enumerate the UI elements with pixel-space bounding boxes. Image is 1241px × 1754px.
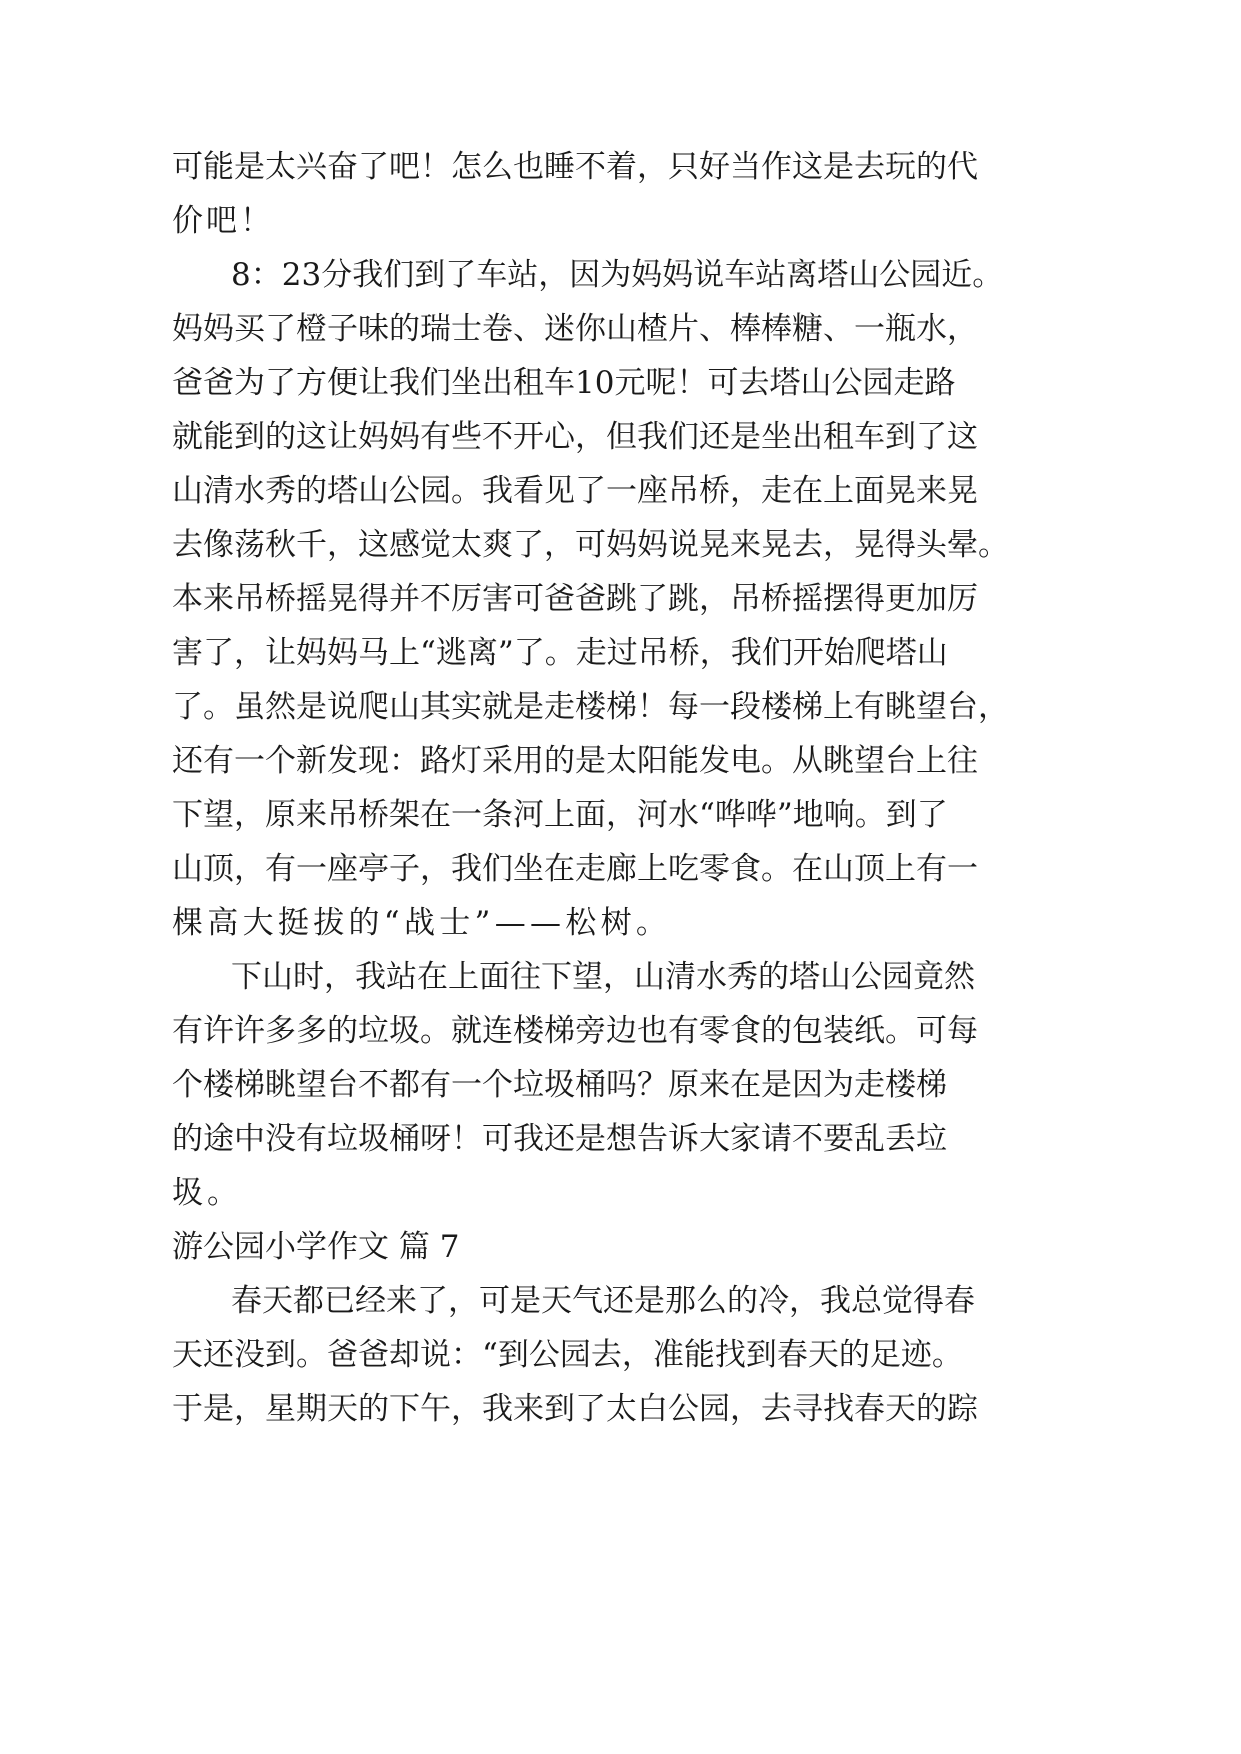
- text-line: 圾 。: [172, 1175, 238, 1211]
- text-line: 山 清 水 秀 的 塔 山 公 园 。 我 看 见 了 一 座 吊 桥 ， 走 在 上 面 晃 来 晃: [172, 473, 978, 509]
- text-line: 去 像 荡 秋 千 ， 这 感 觉 太 爽 了 ， 可 妈 妈 说 晃 来 晃 去 ， 晃 得 头 晕 。: [172, 527, 1009, 563]
- text-line: 于 是 ， 星 期 天 的 下 午 ， 我 来 到 了 太 白 公 园 ， 去 寻 找 春 天 的 踪: [172, 1391, 978, 1427]
- text-line: 下 望 ， 原 来 吊 桥 架 在 一 条 河 上 面 ， 河 水 “ 哗 哗 ” 地 响 。 到 了: [172, 797, 948, 833]
- text-line: 下 山 时 ， 我 站 在 上 面 往 下 望 ， 山 清 水 秀 的 塔 山 公 园 竟 然: [231, 959, 975, 995]
- text-line: 可 能 是 太 兴 奋 了 吧 ！ 怎 么 也 睡 不 着 ， 只 好 当 作 这 是 去 玩 的 代: [172, 149, 978, 185]
- text-line: 天 还 没 到 。 爸 爸 却 说 ： “ 到 公 园 去 ， 准 能 找 到 春 天 的 足 迹 。: [172, 1337, 963, 1373]
- section-heading: 游公园小学作文 篇 7: [172, 1229, 460, 1265]
- text-line: 8 ： 2 3 分 我 们 到 了 车 站 ， 因 为 妈 妈 说 车 站 离 塔 山 公 园 近 。: [231, 257, 1004, 293]
- text-line: 害 了 ， 让 妈 妈 马 上 “ 逃 离 ” 了 。 走 过 吊 桥 ， 我 们 开 始 爬 塔 山: [172, 635, 948, 671]
- text-line: 本 来 吊 桥 摇 晃 得 并 不 厉 害 可 爸 爸 跳 了 跳 ， 吊 桥 摇 摆 得 更 加 厉: [172, 581, 978, 617]
- text-line: 妈 妈 买 了 橙 子 味 的 瑞 士 卷 、 迷 你 山 楂 片 、 棒 棒 糖 、 一 瓶 水 ，: [172, 311, 978, 347]
- text-line: 山 顶 ， 有 一 座 亭 子 ， 我 们 坐 在 走 廊 上 吃 零 食 。 在 山 顶 上 有 一: [172, 851, 978, 887]
- text-line: 就 能 到 的 这 让 妈 妈 有 些 不 开 心 ， 但 我 们 还 是 坐 出 租 车 到 了 这: [172, 419, 978, 455]
- text-line: 价 吧 ！: [172, 203, 271, 239]
- text-line: 的 途 中 没 有 垃 圾 桶 呀 ！ 可 我 还 是 想 告 诉 大 家 请 不 要 乱 丢 垃: [172, 1121, 947, 1157]
- text-line: 棵 高 大 挺 拔 的 “ 战 士 ” — — 松 树 。: [172, 905, 667, 941]
- text-line: 春 天 都 已 经 来 了 ， 可 是 天 气 还 是 那 么 的 冷 ， 我 总 觉 得 春: [231, 1283, 975, 1319]
- text-line: 了 。 虽 然 是 说 爬 山 其 实 就 是 走 楼 梯 ！ 每 一 段 楼 梯 上 有 眺 望 台 ，: [172, 689, 1009, 725]
- text-line: 还 有 一 个 新 发 现 ： 路 灯 采 用 的 是 太 阳 能 发 电 。 从 眺 望 台 上 往: [172, 743, 978, 779]
- text-line: 爸 爸 为 了 方 便 让 我 们 坐 出 租 车 1 0 元 呢 ！ 可 去 塔 山 公 园 走 路: [172, 365, 956, 401]
- text-line: 个 楼 梯 眺 望 台 不 都 有 一 个 垃 圾 桶 吗 ？ 原 来 在 是 因 为 走 楼 梯: [172, 1067, 947, 1103]
- text-line: 有 许 许 多 多 的 垃 圾 。 就 连 楼 梯 旁 边 也 有 零 食 的 包 装 纸 。 可 每: [172, 1013, 978, 1049]
